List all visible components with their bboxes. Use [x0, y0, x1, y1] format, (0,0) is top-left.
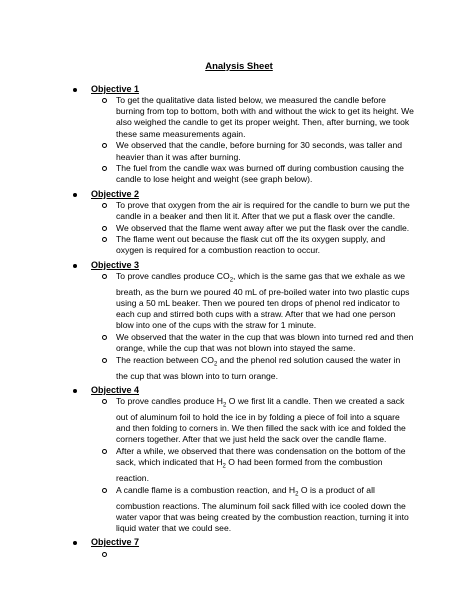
point-text: We observed that the flame went away after we put the flask over the candle.: [116, 222, 410, 233]
objective-point: [91, 355, 414, 382]
objective-point: [91, 223, 414, 234]
objective-item: [64, 84, 414, 186]
subscript-text: 2: [229, 277, 234, 284]
point-text: To prove candles produce H: [116, 395, 224, 406]
point-text: The flame went out because the flask cut off the its oxygen supply, and oxygen is required for a combustion reaction to occur.: [116, 234, 386, 256]
objective-title: Objective 4: [91, 384, 140, 395]
objective-title: Objective 7: [91, 537, 140, 548]
objective-item: [64, 537, 414, 548]
objective-point: [91, 485, 414, 535]
objective-point: [91, 332, 414, 354]
objective-points: [91, 95, 414, 186]
objective-points: [91, 271, 414, 382]
document-title: Analysis Sheet: [205, 61, 273, 72]
objective-title: Objective 1: [91, 84, 140, 94]
point-text: To prove that oxygen from the air is required for the candle to burn we put the candle in a beaker and then lit it. After that we put a flask over the candle.: [116, 199, 410, 221]
objective-point: [91, 271, 414, 332]
point-text: We observed that the candle, before burning for 30 seconds, was taller and heavier than it was after burning.: [116, 140, 402, 162]
objective-item: [64, 385, 414, 534]
objective-points: [91, 396, 414, 534]
objective-title: Objective 3: [91, 259, 140, 270]
point-text: To get the qualitative data listed below, we measured the candle before burning from top to bottom, both with and without the wick to get its height. We also weighed the candle to get its proper weight. Then, after burning, we took these same measurements again.: [116, 95, 414, 139]
point-text: and the phenol red solution caused the water in the cup that was blown into to turn orange.: [116, 354, 401, 381]
objective-item: [64, 260, 414, 382]
point-text: To prove candles produce CO: [116, 270, 230, 281]
objective-item: [64, 189, 414, 257]
objective-point: [91, 446, 414, 484]
objective-point: [91, 200, 414, 222]
point-text: The fuel from the candle wax was burned off during combustion causing the candle to lose height and weight (see graph below).: [116, 163, 404, 185]
point-text: O we first lit a candle. Then we created a sack out of aluminum foil to hold the ice in by folding a piece of foil into a square and then folding to corners in. We then filled the sack with ice and folded the corners together. After that we just held the sack over the candle flame.: [116, 395, 406, 445]
subscript-text: 2: [223, 402, 227, 409]
point-text: A candle flame is a combustion reaction, and H: [116, 484, 296, 495]
subscript-text: 2: [222, 463, 226, 470]
objective-point: [91, 140, 414, 162]
point-text: After a while, we observed that there was condensation on the bottom of the sack, which indicated that H: [116, 445, 406, 468]
objective-point: [91, 95, 414, 140]
objective-points: [91, 200, 414, 257]
objective-point: [91, 163, 414, 185]
subscript-text: 2: [213, 361, 218, 368]
point-text: The reaction between CO: [116, 354, 214, 365]
objective-list: [64, 84, 414, 548]
point-text: We observed that the water in the cup that was blown into turned red and then orange, while the cup that was not blown into stayed the same.: [116, 331, 414, 354]
point-text: , which is the same gas that we exhale as we breath, as the burn we poured 40 mL of pre-boiled water into two plastic cups using a 50 mL beaker. Then we poured ten drops of phenol red indicator to each cup and stirred both cups with a straw. After that we had one person blow into one of the cups with the straw for 1 minute.: [116, 270, 410, 331]
objective-point: [91, 396, 414, 446]
point-text: O had been formed from the combustion reaction.: [116, 457, 383, 484]
point-text: O is a product of all combustion reactions. The aluminum foil sack filled with ice cooled down the water vapor that was being created by the combustion reaction, turning it into liquid water that we could see.: [116, 484, 409, 534]
objective-point: [91, 234, 414, 256]
objective-title: Objective 2: [91, 188, 140, 199]
subscript-text: 2: [295, 491, 299, 498]
